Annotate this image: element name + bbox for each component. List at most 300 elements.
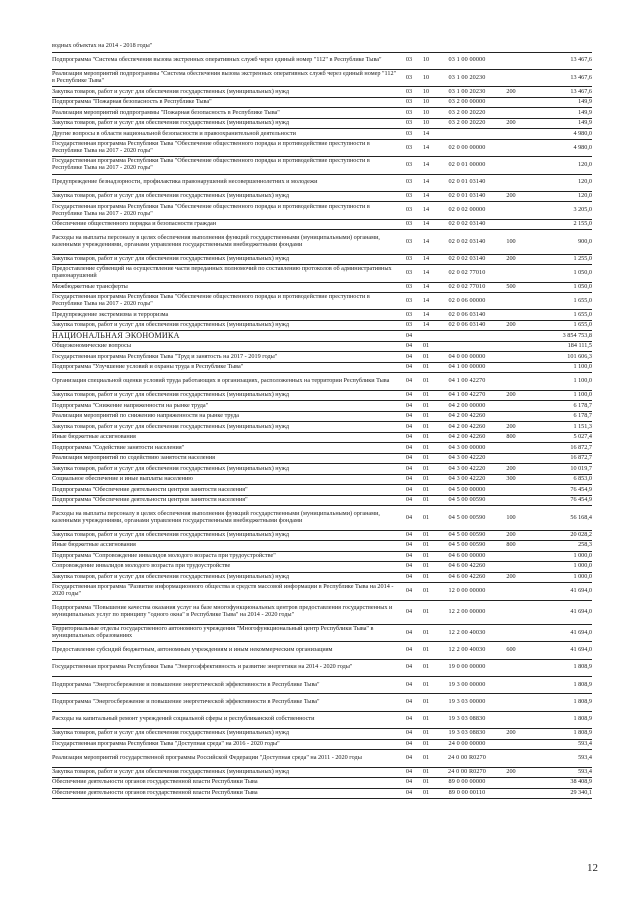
table-row <box>52 157 592 174</box>
row-amount: 149,9 <box>578 108 592 116</box>
row-name: Закупка товаров, работ и услуг для обеспечения государственных (муниципальных) нужд <box>52 87 290 95</box>
row-target-code: 04 2 00 42260 <box>448 422 486 430</box>
row-target-code: 04 5 00 00590 <box>448 513 486 521</box>
row-amount: 20 028,2 <box>570 530 592 538</box>
table-row <box>52 740 592 751</box>
row-subsection: 14 <box>422 268 430 276</box>
row-subsection: 01 <box>422 485 430 493</box>
row-amount: 41 694,0 <box>570 586 592 594</box>
row-name: Подпрограмма "Пожарная безопасность в Республике Тыва" <box>52 98 212 106</box>
row-subsection: 01 <box>422 412 430 420</box>
table-row <box>52 433 592 444</box>
row-section: 04 <box>405 454 413 462</box>
row-section: 04 <box>405 496 413 504</box>
row-subsection: 01 <box>422 628 430 636</box>
row-subsection: 01 <box>422 767 430 775</box>
table-row <box>52 412 592 423</box>
table-row <box>52 573 592 584</box>
row-name: Подпрограмма "Содействие занятости населения" <box>52 443 185 451</box>
table-row <box>52 310 592 321</box>
row-section: 04 <box>405 628 413 636</box>
row-name: Закупка товаров, работ и услуг для обеспечения государственных (муниципальных) нужд <box>52 729 290 737</box>
row-amount: 1 050,0 <box>573 282 592 290</box>
row-target-code: 89 0 00 00110 <box>448 788 486 796</box>
row-subsection: 14 <box>422 178 430 186</box>
row-target-code: 04 2 00 42260 <box>448 433 486 441</box>
row-name: Сопровождение инвалидов молодого возраста при трудоустройстве <box>52 562 231 570</box>
row-target-code: 02 0 02 77010 <box>448 282 486 290</box>
row-subsection: 14 <box>422 321 430 329</box>
table-row <box>52 42 592 53</box>
row-name: Обеспечение деятельности органов государственной власти Республики Тыва <box>52 778 258 786</box>
row-expense-type: 800 <box>506 541 516 549</box>
row-section: 04 <box>405 698 413 706</box>
row-section: 03 <box>405 73 413 81</box>
table-row <box>52 729 592 740</box>
page-number: 12 <box>587 862 598 874</box>
row-name: Предоставление субвенций на осуществление части переданных полномочий по составлению протоколов об административных правонарушений <box>52 265 392 280</box>
table-row <box>52 70 592 87</box>
row-subsection: 01 <box>422 586 430 594</box>
row-expense-type: 100 <box>506 513 516 521</box>
row-expense-type: 200 <box>506 254 516 262</box>
row-target-code: 02 0 02 03140 <box>448 254 486 262</box>
table-row <box>52 443 592 454</box>
row-section: 03 <box>405 87 413 95</box>
row-subsection: 14 <box>422 220 430 228</box>
row-name: Подпрограмма "Обеспечение деятельности центров занятости населения" <box>52 496 248 504</box>
table-row <box>52 496 592 507</box>
row-target-code: 04 5 00 00590 <box>448 496 486 504</box>
row-amount: 184 111,5 <box>567 342 592 350</box>
row-subsection: 01 <box>422 530 430 538</box>
table-row <box>52 768 592 779</box>
table-row <box>52 422 592 433</box>
row-amount: 1 808,9 <box>573 715 592 723</box>
row-name: водных объектах на 2014 - 2018 годы" <box>52 42 153 50</box>
row-section: 04 <box>405 572 413 580</box>
row-amount: 1 100,0 <box>573 377 592 385</box>
row-name: Закупка товаров, работ и услуг для обеспечения государственных (муниципальных) нужд <box>52 192 290 200</box>
row-subsection: 14 <box>422 237 430 245</box>
row-target-code: 02 0 06 03140 <box>448 321 486 329</box>
row-expense-type: 200 <box>506 192 516 200</box>
row-section: 04 <box>405 680 413 688</box>
row-section: 04 <box>405 485 413 493</box>
row-name: Государственная программа Республики Тыва "Обеспечение общественного порядка и противодействие преступности в Республике Тыва на 2017 - 2020 годы" <box>52 293 370 308</box>
row-name: Территориальные отделы государственного автономного учреждения "Многофункциональный центр Республики Тыва" в муниципальных образованиях <box>52 625 374 639</box>
row-amount: 38 408,9 <box>570 778 592 786</box>
row-name: Общеэкономические вопросы <box>52 342 131 350</box>
row-amount: 1 808,9 <box>573 698 592 706</box>
row-amount: 1 655,0 <box>573 296 592 304</box>
row-subsection: 01 <box>422 342 430 350</box>
row-amount: 593,4 <box>578 753 592 761</box>
row-subsection: 01 <box>422 422 430 430</box>
row-section: 04 <box>405 391 413 399</box>
row-target-code: 04 1 00 42270 <box>448 377 486 385</box>
row-amount: 1 100,0 <box>573 363 592 371</box>
row-target-code: 19 0 00 00000 <box>448 663 486 671</box>
row-expense-type: 600 <box>506 645 516 653</box>
table-row <box>52 293 592 310</box>
row-amount: 1 808,9 <box>573 729 592 737</box>
row-target-code: 04 3 00 42220 <box>448 464 486 472</box>
table-row <box>52 625 592 642</box>
row-subsection: 01 <box>422 363 430 371</box>
row-amount: 5 027,4 <box>573 433 592 441</box>
row-target-code: 19 3 03 08830 <box>448 729 486 737</box>
row-section: 04 <box>405 377 413 385</box>
row-name: Предоставление субсидий бюджетным, автономным учреждениям и иным некоммерческим организациям <box>52 645 333 653</box>
row-name: Предупреждение экстремизма и терроризма <box>52 310 169 318</box>
row-subsection: 10 <box>422 87 430 95</box>
row-name: Расходы на выплаты персоналу в целях обеспечения выполнения функций государственными (муниципальными) органами, казенными учреждениями, органами управления государственными внебюджетными фондами <box>52 510 380 524</box>
row-amount: 6 178,7 <box>573 401 592 409</box>
table-row <box>52 660 592 677</box>
row-amount: 2 155,0 <box>573 220 592 228</box>
row-target-code: 02 0 06 03140 <box>448 310 486 318</box>
row-amount: 1 808,9 <box>573 680 592 688</box>
row-section: 03 <box>405 310 413 318</box>
row-section: 04 <box>405 586 413 594</box>
row-section: 04 <box>405 778 413 786</box>
row-amount: 900,0 <box>578 237 592 245</box>
row-name: Закупка товаров, работ и услуг для обеспечения государственных (муниципальных) нужд <box>52 119 290 127</box>
row-section: 04 <box>405 562 413 570</box>
row-name: Закупка товаров, работ и услуг для обеспечения государственных (муниципальных) нужд <box>52 422 290 430</box>
row-section: 03 <box>405 237 413 245</box>
row-target-code: 04 6 00 42260 <box>448 562 486 570</box>
row-amount: 593,4 <box>578 739 592 747</box>
row-section: 04 <box>405 551 413 559</box>
row-section: 04 <box>405 443 413 451</box>
row-subsection: 10 <box>422 98 430 106</box>
row-amount: 13 467,6 <box>570 56 592 64</box>
table-row <box>52 401 592 412</box>
row-name: Обеспечение общественного порядка и безопасности граждан <box>52 220 217 228</box>
row-section: 03 <box>405 178 413 186</box>
table-row <box>52 789 592 800</box>
row-name: Подпрограмма "Энергосбережение и повышение энергетической эффективности в Республике Тыва" <box>52 698 320 706</box>
row-subsection: 01 <box>422 496 430 504</box>
row-target-code: 02 0 01 03140 <box>448 178 486 186</box>
row-name: Закупка товаров, работ и услуг для обеспечения государственных (муниципальных) нужд <box>52 464 290 472</box>
row-section: 04 <box>405 767 413 775</box>
row-target-code: 04 2 00 00000 <box>448 401 486 409</box>
row-target-code: 04 1 00 42270 <box>448 391 486 399</box>
row-section: 03 <box>405 206 413 214</box>
table-row <box>52 255 592 266</box>
row-name: Обеспечение деятельности органов государственной власти Республики Тыва <box>52 788 258 796</box>
row-target-code: 03 2 00 00000 <box>448 98 486 106</box>
row-name: Реализация мероприятий подпрограммы "Система обеспечения вызова экстренных оперативных служб через единый номер "112" в Республике Тыва" <box>52 70 397 85</box>
budget-table <box>52 42 592 799</box>
row-amount: 120,0 <box>578 160 592 168</box>
row-name: Подпрограмма "Система обеспечения вызова экстренных оперативных служб через единый номер "112" в Республике Тыва" <box>52 56 382 64</box>
row-name: Подпрограмма "Энергосбережение и повышение энергетической эффективности в Республике Тыва" <box>52 680 320 688</box>
row-section: 04 <box>405 530 413 538</box>
row-section: 04 <box>405 433 413 441</box>
row-amount: 1 655,0 <box>573 321 592 329</box>
row-amount: 3 854 753,8 <box>562 331 592 339</box>
table-row <box>52 583 592 600</box>
row-subsection: 01 <box>422 352 430 360</box>
row-section: 03 <box>405 119 413 127</box>
row-target-code: 02 0 00 00000 <box>448 143 486 151</box>
table-row <box>52 454 592 465</box>
row-name: Межбюджетные трансферты <box>52 282 128 290</box>
row-amount: 1 000,0 <box>573 562 592 570</box>
row-section: 03 <box>405 268 413 276</box>
row-target-code: 89 0 00 00000 <box>448 778 486 786</box>
row-section: 03 <box>405 143 413 151</box>
row-subsection: 10 <box>422 119 430 127</box>
row-subsection: 01 <box>422 454 430 462</box>
row-amount: 593,4 <box>578 767 592 775</box>
row-section: 03 <box>405 220 413 228</box>
row-name: Подпрограмма "Улучшение условий и охраны труда в Республике Тыва" <box>52 363 244 371</box>
row-amount: 101 606,3 <box>567 352 592 360</box>
row-section: 04 <box>405 363 413 371</box>
row-amount: 120,0 <box>578 192 592 200</box>
row-subsection: 01 <box>422 680 430 688</box>
row-subsection: 01 <box>422 645 430 653</box>
row-subsection: 14 <box>422 143 430 151</box>
table-row <box>52 230 592 254</box>
row-subsection: 14 <box>422 310 430 318</box>
row-name: Реализация мероприятий государственной программы Российской Федерации "Доступная среда" на 2011 - 2020 годы <box>52 753 362 761</box>
table-row <box>52 352 592 363</box>
row-amount: 1 100,0 <box>573 391 592 399</box>
row-section: 04 <box>405 412 413 420</box>
row-subsection: 01 <box>422 663 430 671</box>
row-amount: 1 655,0 <box>573 310 592 318</box>
row-amount: 3 205,0 <box>573 206 592 214</box>
row-name: Реализация мероприятий по снижению напряженности на рынке труда <box>52 412 239 420</box>
row-expense-type: 800 <box>506 433 516 441</box>
row-name: Государственная программа Республики Тыва "Труд и занятость на 2017 - 2019 годы" <box>52 352 278 360</box>
table-row <box>52 53 592 70</box>
row-expense-type: 200 <box>506 530 516 538</box>
row-amount: 1 255,0 <box>573 254 592 262</box>
row-amount: 41 694,0 <box>570 607 592 615</box>
row-section: 04 <box>405 645 413 653</box>
row-section: 03 <box>405 282 413 290</box>
row-section: 03 <box>405 98 413 106</box>
row-amount: 29 340,1 <box>570 788 592 796</box>
row-amount: 4 980,0 <box>573 143 592 151</box>
table-row <box>52 506 592 530</box>
row-section: 04 <box>405 715 413 723</box>
row-target-code: 04 0 00 00000 <box>448 352 486 360</box>
row-target-code: 19 3 00 00000 <box>448 680 486 688</box>
row-name: Закупка товаров, работ и услуг для обеспечения государственных (муниципальных) нужд <box>52 767 290 775</box>
row-expense-type: 200 <box>506 391 516 399</box>
table-row <box>52 541 592 552</box>
row-amount: 1 151,3 <box>573 422 592 430</box>
row-section: 03 <box>405 160 413 168</box>
row-subsection: 01 <box>422 391 430 399</box>
row-expense-type: 200 <box>506 464 516 472</box>
table-row <box>52 642 592 659</box>
row-name: Другие вопросы в области национальной безопасности и правоохранительной деятельности <box>52 129 296 137</box>
row-subsection: 01 <box>422 715 430 723</box>
row-section: 04 <box>405 663 413 671</box>
row-amount: 149,9 <box>578 119 592 127</box>
row-amount: 258,3 <box>578 541 592 549</box>
row-target-code: 04 6 00 42260 <box>448 572 486 580</box>
row-subsection: 01 <box>422 698 430 706</box>
row-amount: 16 872,7 <box>570 454 592 462</box>
row-target-code: 19 3 03 08830 <box>448 715 486 723</box>
row-section: 03 <box>405 296 413 304</box>
row-section: 04 <box>405 788 413 796</box>
row-section: 04 <box>405 513 413 521</box>
row-expense-type: 200 <box>506 119 516 127</box>
row-subsection: 01 <box>422 729 430 737</box>
table-row <box>52 677 592 694</box>
row-section: 04 <box>405 352 413 360</box>
table-row <box>52 712 592 729</box>
row-target-code: 03 1 00 20230 <box>448 87 486 95</box>
row-target-code: 02 0 01 03140 <box>448 192 486 200</box>
row-amount: 76 454,9 <box>570 496 592 504</box>
row-name: Закупка товаров, работ и услуг для обеспечения государственных (муниципальных) нужд <box>52 391 290 399</box>
table-row <box>52 464 592 475</box>
row-name: Реализация мероприятий подпрограммы "Пожарная безопасность в Республике Тыва" <box>52 108 280 116</box>
table-row <box>52 98 592 109</box>
table-row <box>52 552 592 563</box>
row-target-code: 12 0 00 00000 <box>448 586 486 594</box>
table-row <box>52 363 592 374</box>
table-row <box>52 601 592 625</box>
row-subsection: 01 <box>422 753 430 761</box>
row-target-code: 02 0 02 00000 <box>448 206 486 214</box>
row-target-code: 03 1 00 00000 <box>448 56 486 64</box>
row-subsection: 01 <box>422 778 430 786</box>
row-name: Государственная программа Республики Тыва "Доступная среда" на 2016 - 2020 годы" <box>52 739 280 747</box>
row-amount: 4 980,0 <box>573 129 592 137</box>
row-subsection: 14 <box>422 160 430 168</box>
row-section: 04 <box>405 331 413 339</box>
row-section: 03 <box>405 129 413 137</box>
row-expense-type: 200 <box>506 767 516 775</box>
row-name: НАЦИОНАЛЬНАЯ ЭКОНОМИКА <box>52 330 180 340</box>
row-name: Закупка товаров, работ и услуг для обеспечения государственных (муниципальных) нужд <box>52 530 290 538</box>
row-target-code: 04 1 00 00000 <box>448 363 486 371</box>
row-amount: 76 454,9 <box>570 485 592 493</box>
row-name: Расходы на выплаты персоналу в целях обеспечения выполнения функций государственными (муниципальными) органами, казенными учреждениями, органами управления государственными внебюджетными фондами <box>52 234 380 248</box>
row-target-code: 03 2 00 20220 <box>448 119 486 127</box>
row-amount: 13 467,6 <box>570 73 592 81</box>
row-subsection: 14 <box>422 296 430 304</box>
row-amount: 6 853,0 <box>573 475 592 483</box>
row-amount: 13 467,6 <box>570 87 592 95</box>
row-name: Расходы на капитальный ремонт учреждений социальной сферы и республиканской собственности <box>52 715 315 723</box>
row-section: 04 <box>405 342 413 350</box>
row-target-code: 02 0 02 03140 <box>448 237 486 245</box>
row-subsection: 01 <box>422 401 430 409</box>
table-row <box>52 750 592 767</box>
row-subsection: 14 <box>422 192 430 200</box>
row-section: 04 <box>405 422 413 430</box>
row-amount: 1 000,0 <box>573 572 592 580</box>
row-name: Реализация мероприятий по содействию занятости населения <box>52 454 215 462</box>
row-section: 04 <box>405 541 413 549</box>
row-subsection: 10 <box>422 56 430 64</box>
table-row <box>52 265 592 282</box>
row-subsection: 01 <box>422 551 430 559</box>
row-expense-type: 200 <box>506 422 516 430</box>
row-section: 04 <box>405 475 413 483</box>
row-target-code: 02 0 02 77010 <box>448 268 486 276</box>
row-name: Подпрограмма "Сопровождение инвалидов молодого возраста при трудоустройстве" <box>52 551 276 559</box>
row-amount: 149,9 <box>578 98 592 106</box>
row-expense-type: 100 <box>506 237 516 245</box>
row-subsection: 14 <box>422 254 430 262</box>
table-row <box>52 391 592 402</box>
row-name: Иные бюджетные ассигнования <box>52 541 136 549</box>
row-subsection: 01 <box>422 562 430 570</box>
row-subsection: 10 <box>422 73 430 81</box>
table-row <box>52 220 592 231</box>
row-name: Государственная программа Республики Тыва "Энергоэффективность и развитие энергетики на 2014 - 2020 годы" <box>52 663 353 671</box>
row-name: Государственная программа "Развитие информационного общества и средств массовой информации в Республике Тыва на 2014 - 2020 годы" <box>52 583 394 598</box>
table-row <box>52 202 592 219</box>
row-target-code: 12 2 00 40030 <box>448 645 486 653</box>
row-name: Иные бюджетные ассигнования <box>52 433 136 441</box>
row-target-code: 02 0 01 00000 <box>448 160 486 168</box>
row-target-code: 04 5 00 00590 <box>448 541 486 549</box>
row-amount: 41 694,0 <box>570 628 592 636</box>
row-subsection: 01 <box>422 541 430 549</box>
row-expense-type: 200 <box>506 87 516 95</box>
row-section: 04 <box>405 753 413 761</box>
row-section: 04 <box>405 607 413 615</box>
row-amount: 6 178,7 <box>573 412 592 420</box>
row-target-code: 04 3 00 42220 <box>448 475 486 483</box>
row-expense-type: 200 <box>506 321 516 329</box>
row-subsection: 14 <box>422 129 430 137</box>
row-expense-type: 200 <box>506 572 516 580</box>
row-target-code: 03 2 00 20220 <box>448 108 486 116</box>
row-subsection: 01 <box>422 607 430 615</box>
row-name: Подпрограмма "Обеспечение деятельности центров занятости населения" <box>52 485 248 493</box>
row-target-code: 04 6 00 00000 <box>448 551 486 559</box>
row-section: 03 <box>405 108 413 116</box>
table-row <box>52 562 592 573</box>
row-target-code: 19 3 03 00000 <box>448 698 486 706</box>
row-section: 03 <box>405 254 413 262</box>
row-expense-type: 300 <box>506 475 516 483</box>
table-row <box>52 694 592 711</box>
row-target-code: 04 5 00 00000 <box>448 485 486 493</box>
table-row <box>52 331 592 342</box>
row-subsection: 01 <box>422 513 430 521</box>
table-row <box>52 119 592 130</box>
table-row <box>52 283 592 294</box>
row-name: Закупка товаров, работ и услуг для обеспечения государственных (муниципальных) нужд <box>52 254 290 262</box>
row-name: Социальное обеспечение и иные выплаты населению <box>52 475 193 483</box>
row-target-code: 02 0 06 00000 <box>448 296 486 304</box>
row-name: Государственная программа Республики Тыва "Обеспечение общественного порядка и противодействие преступности в Республике Тыва на 2017 - 2020 годы" <box>52 157 370 172</box>
row-section: 04 <box>405 739 413 747</box>
row-amount: 1 808,9 <box>573 663 592 671</box>
row-name: Предупреждение безнадзорности, профилактика правонарушений несовершеннолетних и молодежи <box>52 178 318 186</box>
row-section: 03 <box>405 321 413 329</box>
table-row <box>52 485 592 496</box>
